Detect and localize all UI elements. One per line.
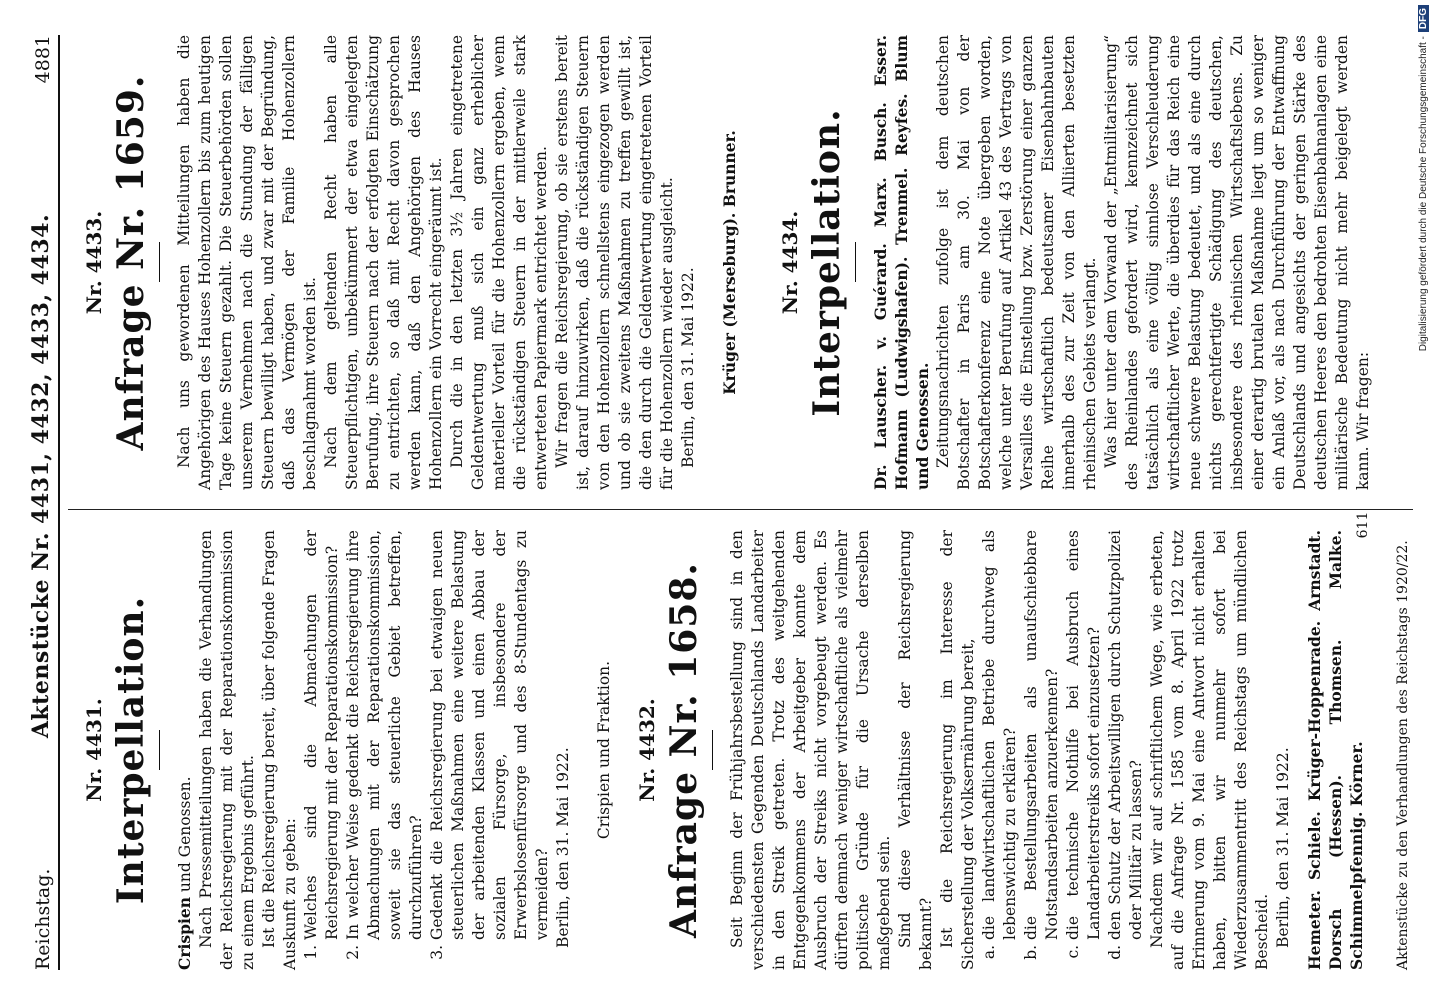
right-column <box>78 35 1374 490</box>
question-item: 1. Welches sind die Abmachungen der Reichsregierung mit der Reparationskommission? <box>301 530 343 940</box>
column-divider <box>68 509 1413 510</box>
doc-title: Interpellation. <box>110 595 152 905</box>
header-left: Reichstag. <box>32 868 54 970</box>
question-item: b. die Bestellungsarbeiten als unaufschiebbare Notstandsarbeiten anzuerkennen? <box>1021 530 1063 940</box>
question-item: d. den Schutz der Arbeitswilligen durch Schutzpolizei oder Militär zu lassen? <box>1105 530 1147 940</box>
paragraph: Zeitungsnachrichten zufolge ist dem deutschen Botschafter in Paris am 30. Mai von der Botschafterkonferenz eine Note übergeben worden, welche unter Berufung auf Artikel 43 des Vertrags von Versailles die Einstellung bzw. Zerstörung einer ganzen Reihe wirtschaftlich bedeutsamer Eisenbahnbauten innerhalb des zur Zeit von den Alliierten besetzten rheinischen Gebiets verlangt. <box>934 35 1099 490</box>
signers: Crispien <box>175 897 194 970</box>
signers-rest: und Genossen. <box>176 776 194 898</box>
paragraph: Seit Beginn der Frühjahrsbestellung sind in den verschiedensten Gegenden Deutschlands Landarbeiter in den Streik getreten. Trotz des weitgehenden Entgegenkommens der Arbeitgeber konnte dem Ausbruch der Streiks nicht vorgebeugt werden. Es dürften demnach weniger wirtschaftliche als vielmehr politische Gründe für die Ursache derselben maßgebend sein. <box>728 530 893 970</box>
sheet-number: 611 <box>1355 511 1371 539</box>
document-4434 <box>780 35 1374 490</box>
digitization-text: Digitalisierung gefördert durch die Deutsche Forschungsgemeinschaft - <box>1418 36 1429 352</box>
doc-title: Anfrage Nr. 1658. <box>663 562 705 938</box>
date-line: Berlin, den 31. Mai 1922. <box>1274 747 1292 948</box>
paragraph: Nach Pressemitteilungen haben die Verhandlungen der Reichsregierung mit der Reparationskommission zu einem Ergebnis geführt. <box>197 530 257 970</box>
question-item: c. die technische Nothilfe bei Ausbruch eines Landarbeiterstreiks sofort einzusetzen? <box>1063 530 1105 940</box>
document-4432 <box>637 530 1367 970</box>
paragraph: Was hier unter dem Vorwand der „Entmilitarisierung“ des Rheinlandes gefordert wird, kennzeichnet sich tatsächlich als eine völlig sinnlose Verschleuderung wirtschaftlicher Werte, die überdies für das Reich eine neue schwere Belastung bedeutet, und als eine durch nichts gerechtfertigte Schädigung des deutschen, insbesondere des rheinischen Wirtschaftslebens. Zu einer derartig brutalen Maßnahme liegt um so weniger ein Anlaß vor, als nach Durchführung der Entwaffnung Deutschlands und angesichts der geringen Stärke des deutschen Heeres den bedrohten Eisenbahnanlagen eine militärische Bedeutung nicht mehr beigelegt werden kann. Wir fragen: <box>1102 35 1372 490</box>
left-column <box>78 530 1367 970</box>
page-footer: Aktenstücke zu den Verhandlungen des Reichstags 1920/22. <box>1395 540 1411 970</box>
question-item: a. die landwirtschaftlichen Betriebe durchweg als lebenswichtig zu erklären? <box>979 530 1021 940</box>
header-title: Aktenstücke Nr. 4431, 4432, 4433, 4434. <box>28 213 54 739</box>
question-list <box>979 530 1147 970</box>
signers: Dr. Lauscher. v. Guérard. Marx. Busch. Esser. Hofmann (Ludwigshafen). Trenmel. Reyfes. Blum und Genossen. <box>871 35 932 490</box>
paragraph: Durch die in den letzten 3½ Jahren eingetretene Geldentwertung muß sich ein ganz erheblicher materieller Vorteil für die Hohenzollern ergeben, wenn die rückständigen Steuern in der mittlerweile stark entwerteten Papiermark entrichtet werden. <box>448 35 550 490</box>
paragraph: Nach uns gewordenen Mitteilungen haben die Angehörigen des Hauses Hohenzollern bis zum heutigen Tage keine Steuern gezahlt. Die Steuerbehörden sollen unserem Vernehmen nach die Stundung der fälligen Steuern bewilligt haben, und zwar mit der Begründung, daß das Vermögen der Familie Hohenzollern beschlagnahmt worden ist. <box>175 35 319 490</box>
title-rule <box>159 243 160 283</box>
document-4433 <box>84 35 740 490</box>
paragraph: Nach dem geltenden Recht haben alle Steuerpflichtigen, unbekümmert der etwa eingelegten Berufung, ihre Steuern nach der erfolgten Einschätzung zu entrichten, so daß mit Recht davon gesprochen werden kann, daß den Angehörigen des Hauses Hohenzollern ein Vorrecht eingeräumt ist. <box>322 35 445 490</box>
doc-number: Nr. 4432. <box>635 698 659 802</box>
doc-title: Interpellation. <box>806 108 848 417</box>
title-rule <box>159 730 160 770</box>
paragraph: Ist die Reichsregierung im Interesse der Sicherstellung der Volksernährung bereit, <box>938 530 977 970</box>
paragraph: Nachdem wir auf schriftlichem Wege, wie erbeten, auf die Anfrage Nr. 1585 vom 8. April 1922 trotz Erinnerung vom 9. Mai eine Antwort nicht erhalten haben, bitten wir nunmehr sofort bei Wiederzusammentritt des Reichstags um mündlichen Bescheid. <box>1148 530 1271 970</box>
document-4431 <box>84 530 615 970</box>
dfg-logo: DFG <box>1418 5 1429 32</box>
page-header <box>20 35 60 970</box>
signers: Hemeter. Schiele. Krüger-Hoppenrade. Arnstadt. Dorsch (Hessen). Thomsen. Malke. Schimmelpfennig. Körner. <box>1305 530 1366 970</box>
signature: Crispien und Fraktion. <box>595 660 613 840</box>
digitization-note <box>1418 5 1432 995</box>
paragraph: Wir fragen die Reichsregierung, ob sie erstens bereit ist, darauf hinzuwirken, daß die rückständigen Steuern von den Hohenzollern schnellstens eingezogen werden und ob sie zweitens Maßnahmen zu treffen gewillt ist, die den durch die Geldentwertung eingetretenen Vorteil für die Hohenzollern wieder ausgleicht. <box>553 35 676 490</box>
doc-number: Nr. 4434. <box>778 210 802 315</box>
signature: Krüger (Merseburg). Brunner. <box>720 130 739 395</box>
question-list <box>301 530 553 970</box>
date-line: Berlin, den 31. Mai 1922. <box>679 267 697 468</box>
question-item: 3. Gedenkt die Reichsregierung bei etwaigen neuen steuerlichen Maßnahmen eine weitere Belastung der arbeitenden Klassen und einen Abbau der sozialen Fürsorge, insbesondere der Erwerbslosenfürsorge und des 8-Stundentags zu vermeiden? <box>427 530 553 940</box>
doc-number: Nr. 4433. <box>82 210 106 315</box>
paragraph: Sind diese Verhältnisse der Reichsregierung bekannt? <box>896 530 935 970</box>
paragraph: Ist die Reichsregierung bereit, über folgende Fragen Auskunft zu geben: <box>260 530 299 970</box>
question-item: 2. In welcher Weise gedenkt die Reichsregierung ihre Abmachungen mit der Reparationskommission, soweit sie das steuerliche Gebiet betreffen, durchzuführen? <box>343 530 427 940</box>
date-line: Berlin, den 31. Mai 1922. <box>554 747 572 948</box>
header-page-number: 4881 <box>32 35 54 84</box>
title-rule <box>855 243 856 283</box>
doc-number: Nr. 4431. <box>82 698 106 802</box>
title-rule <box>712 730 713 770</box>
doc-title: Anfrage Nr. 1659. <box>110 74 152 451</box>
